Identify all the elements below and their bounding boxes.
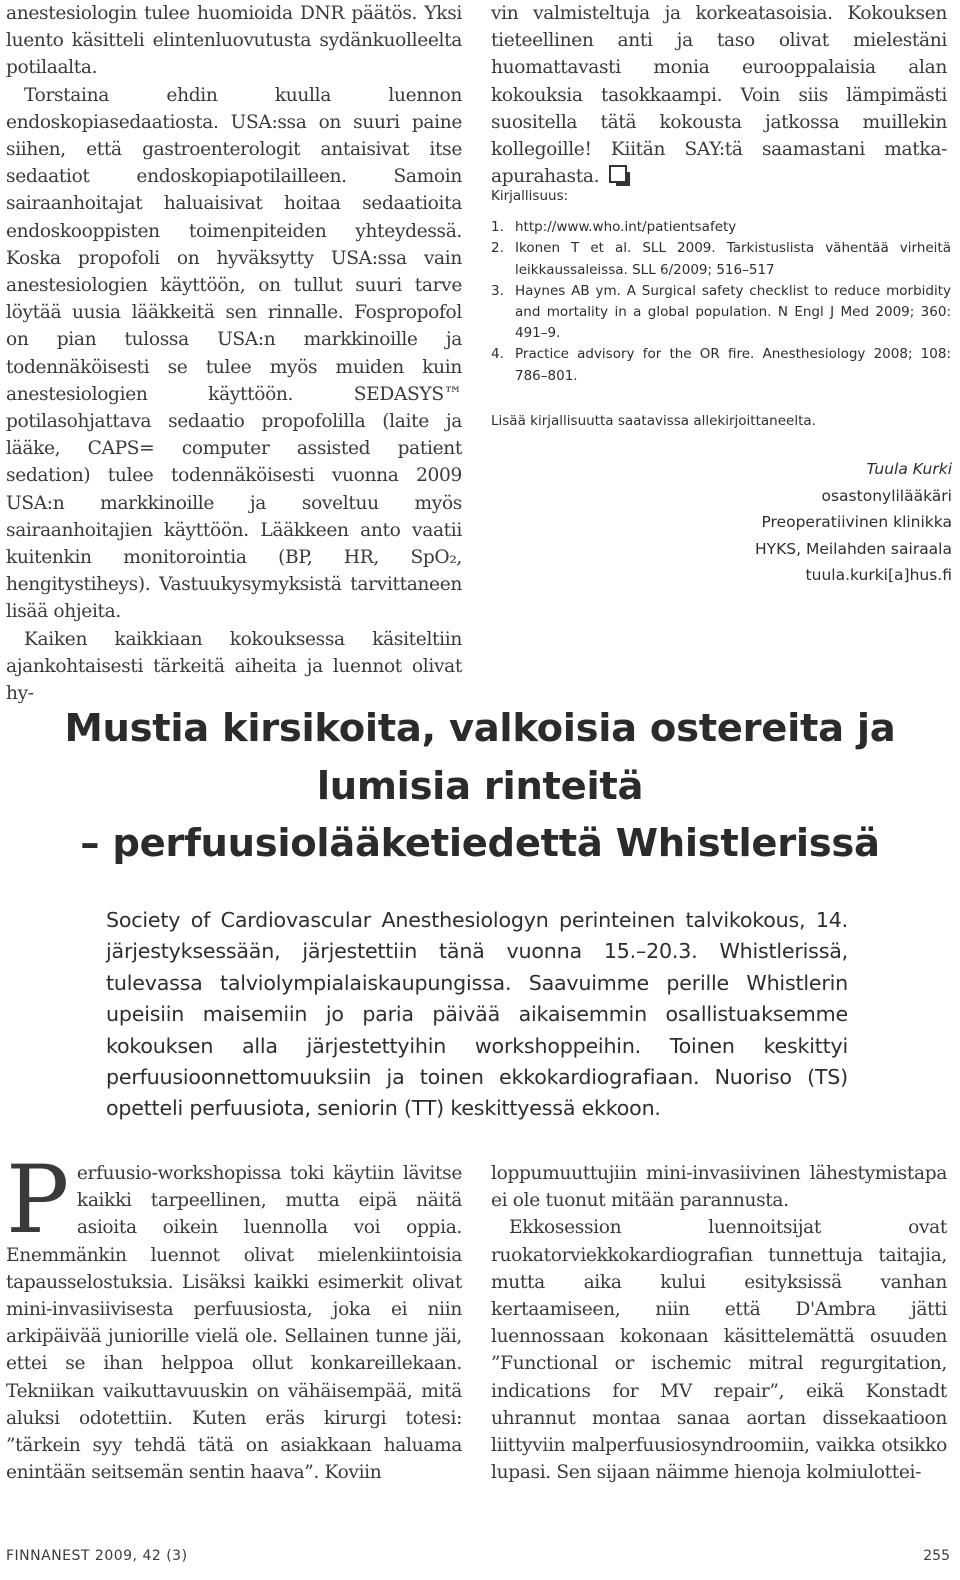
author-unit: Preoperatiivinen klinikka: [761, 513, 952, 531]
reference-text: Haynes AB ym. A Surgical safety checklist to reduce morbidity and mortality in a global population. N Engl J Med 2009; 360: 491–9.: [515, 282, 951, 342]
paragraph-text: erfuusio-workshopissa toki käytiin lävitse kaikki tarpeellinen, mutta eipä näitä asioita oikein luennolla voi oppia. Enemmänkin luennot olivat mielenkiintoisia tapausselostuksia. Lisäksi kaikki esimerkit olivat mini-invasiivisesta perfuusiosta, joka ei niin arkipäivää juniorille vielä ole. Sellainen tunne jäi, ettei se ihan helppoa ollut konkareillekaan. Tekniikan vaikuttavuuskin on vähäisempää, mitä aluksi odotettiin. Kuten eräs kirurgi totesi: ”tärkein syy tehdä tätä on asiakkaan haluama enintään seitsemän sentin haava”. Koviin: [6, 1163, 462, 1484]
references-heading: Kirjallisuus:: [491, 188, 569, 204]
author-hospital: HYKS, Meilahden sairaala: [754, 539, 952, 558]
journal-footer: FINNANEST 2009, 42 (3): [6, 1548, 188, 1564]
end-of-article-icon: [609, 165, 627, 183]
reference-text: Ikonen T et al. SLL 2009. Tarkistuslista vähentää virheitä leikkaussaleissa. SLL 6/2009; 516–517: [515, 240, 951, 278]
drop-cap: P: [6, 1146, 69, 1255]
paragraph: Kaiken kaikkiaan kokouksessa käsiteltiin ajankohtaisesti tärkeitä aiheita ja luennot olivat hy-: [6, 628, 462, 705]
paragraph: Ekkosession luennoitsijat ovat ruokatorviekkokardiografian tunnettuja taitajia, mutta aika kului esityksissä vanhan kertaamiseen, niin että D'Ambra jätti luennossaan kokonaan käsittelemättä osuuden ”Functional or ischemic mitral regurgitation, indications for MV repair”, eikä Konstadt uhrannut montaa sanaa aortan dissekaatioon liittyviin malperfuusiosyndroomiin, vaikka otsikko lupasi. Sen sijaan näimme hienoja kolmiulottei-: [491, 1217, 947, 1484]
author-title: osastonylilääkäri: [821, 486, 952, 505]
reference-number: 3.: [491, 282, 504, 299]
page-number: 255: [923, 1548, 950, 1564]
references-note: Lisää kirjallisuutta saatavissa allekirjoittaneelta.: [491, 412, 816, 429]
right-column-bottom: [491, 1160, 947, 1486]
left-column-bottom: [6, 1146, 462, 1486]
reference-item: [491, 238, 951, 280]
reference-item: [491, 281, 951, 345]
reference-number: 1.: [491, 219, 504, 236]
reference-link[interactable]: http://www.who.int/patientsafety: [515, 219, 737, 236]
paragraph: Torstaina ehdin kuulla luennon endoskopiasedaatiosta. USA:ssa on suuri paine siihen, että gastroenterologit antaisivat itse sedaatiot endoskopiapotilailleen. Samoin sairaanhoitajat haluaisivat hoitaa sedaatioita endoskooppisten toimenpiteiden yhteydessä. Koska propofoli on hyväksytty USA:ssa vain anestesiologien käyttöön, on tullut suuri tarve löytää uusia lääkkeitä sen rinnalle. Fospropofol on pian tulossa USA:n markkinoille ja todennäköisesti se tulee myös muiden kuin anestesiologien käyttöön. SEDASYS™ potilasohjattava sedaatio propofolilla (laite ja lääke, CAPS= computer assisted patient sedation) tulee todennäköisesti vuonna 2009 USA:n markkinoille ja soveltuu myös sairaanhoitajien käyttöön. Lääkkeen anto vaatii kuitenkin monitorointia (BP, HR, SpO₂, hengitystiheys). Vastuukysymyksistä tarvittaneen lisää ohjeita.: [6, 84, 462, 623]
right-column-top: [491, 0, 947, 190]
lead-paragraph: Society of Cardiovascular Anesthesiologyn perinteinen talvikokous, 14. järjestyksessään, järjestettiin tänä vuonna 15.–20.3. Whistlerissä, tulevassa talviolympialaiskaupungissa. Saavuimme perille Whistlerin upeisiin maisemiin jo paria päivää aikaisemmin osallistuaksemme kokouksen alla järjestettyihin workshoppeihin. Toinen keskittyi perfuusioonnettomuuksiin ja toinen ekkokardiografiaan. Nuoriso (TS) opetteli perfuusiota, seniorin (TT) keskittyessä ekkoon.: [106, 908, 848, 1121]
article-title: [40, 700, 920, 873]
paragraph: [6, 1146, 462, 1486]
title-line: lumisia rinteitä: [316, 763, 644, 809]
author-name: Tuula Kurki: [866, 460, 952, 478]
reference-text: Practice advisory for the OR fire. Anesthesiology 2008; 108: 786–801.: [515, 346, 951, 384]
paragraph: anestesiologin tulee huomioida DNR päätös. Yksi luento käsitteli elintenluovutusta sydänkuolleelta potilaalta.: [6, 3, 462, 79]
paragraph-text: vin valmisteltuja ja korkeatasoisia. Kokouksen tieteellinen anti ja taso olivat mielestäni huomattavasti monia eurooppalaisia alan kokouksia tasokkaampi. Voin siis lämpimästi suositella tätä kokousta jatkossa muillekin kollegoille! Kiitän SAY:tä saamastani matka-apurahasta.: [491, 3, 947, 188]
reference-item: [491, 344, 951, 386]
author-email[interactable]: tuula.kurki[a]hus.fi: [805, 566, 952, 584]
paragraph: [491, 0, 947, 190]
author-signature: [755, 456, 952, 589]
paragraph: loppumuuttujiin mini-invasiivinen lähestymistapa ei ole tuonut mitään parannusta.: [491, 1163, 947, 1212]
reference-item: [491, 217, 951, 238]
reference-number: 4.: [491, 346, 504, 363]
references: [491, 186, 951, 432]
references-list: [491, 217, 951, 387]
title-line: Mustia kirsikoita, valkoisia ostereita ja: [64, 706, 896, 751]
left-column-top: [6, 0, 462, 707]
article-lead: [106, 905, 848, 1125]
title-line: – perfuusiolääketiedettä Whistlerissä: [80, 821, 880, 866]
reference-number: 2.: [491, 240, 504, 257]
